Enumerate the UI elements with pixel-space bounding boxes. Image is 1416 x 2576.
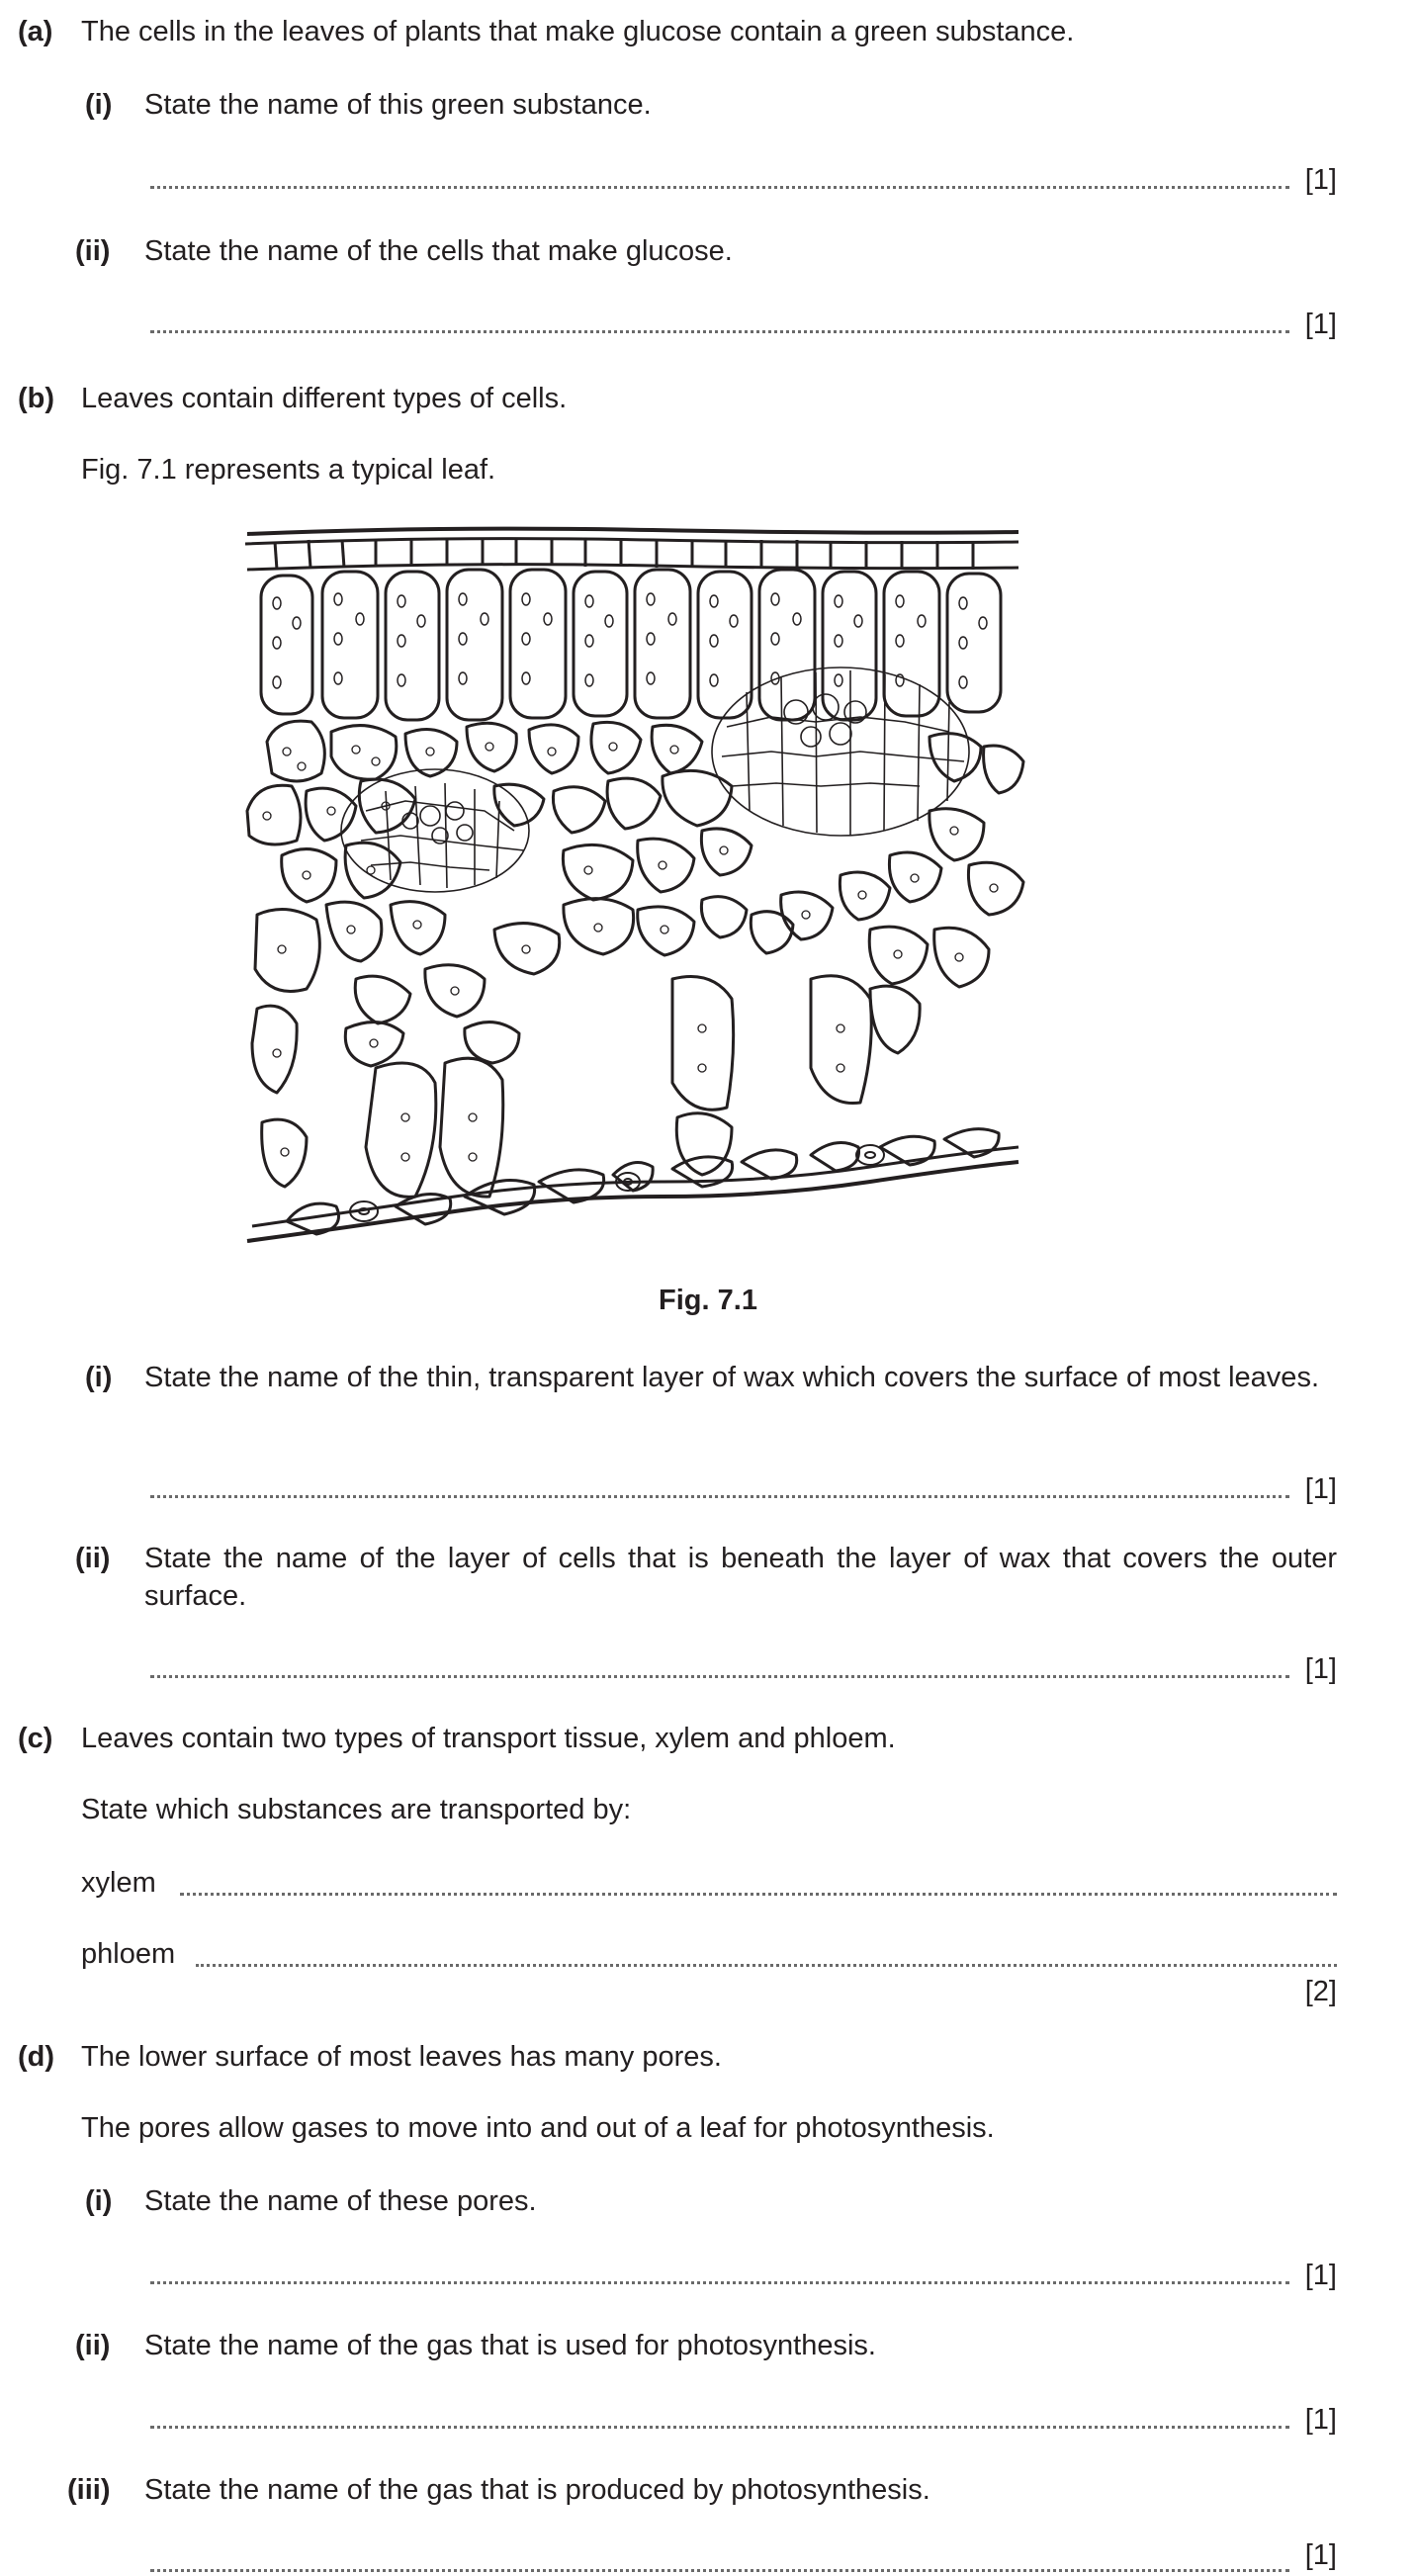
part-d-stem: The lower surface of most leaves has many pores. [81,2041,722,2073]
mark-a-i: [1] [1304,164,1337,196]
mark-d-iii: [1] [1304,2539,1337,2571]
mark-b-ii: [1] [1304,1653,1337,1685]
part-c-prompt: State which substances are transported by: [81,1794,632,1825]
part-d-info: The pores allow gases to move into and out of a leaf for photosynthesis. [81,2112,995,2144]
part-a-i-question: State the name of this green substance. [144,89,652,121]
part-c-label: (c) [18,1723,53,1754]
part-b-label: (b) [18,383,55,414]
mark-d-i: [1] [1304,2260,1337,2291]
phloem-label: phloem [81,1938,176,1970]
answer-line-a-i[interactable] [150,186,1289,189]
part-c-stem: Leaves contain two types of transport tissue, xylem and phloem. [81,1723,896,1754]
answer-line-d-ii[interactable] [150,2426,1289,2429]
leaf-cross-section-diagram [237,514,1068,1246]
part-a-ii-question: State the name of the cells that make glucose. [144,235,733,267]
mark-d-ii: [1] [1304,2404,1337,2436]
part-b-ii-question: State the name of the layer of cells that is beneath the layer of wax that covers the outer surface. [144,1543,1337,1612]
answer-line-d-i[interactable] [150,2281,1289,2284]
part-a-label: (a) [18,16,53,47]
part-b-i-question: State the name of the thin, transparent layer of wax which covers the surface of most leaves. [144,1362,1319,1393]
mark-c: [2] [1304,1976,1337,2007]
part-b-ii-label: (ii) [75,1543,111,1574]
xylem-label: xylem [81,1867,156,1899]
part-d-i-question: State the name of these pores. [144,2185,537,2217]
part-d-ii-question: State the name of the gas that is used for photosynthesis. [144,2330,876,2361]
answer-line-b-i[interactable] [150,1495,1289,1498]
part-b-i-label: (i) [85,1362,113,1393]
part-b-intro: Fig. 7.1 represents a typical leaf. [81,454,496,486]
part-a-stem: The cells in the leaves of plants that make glucose contain a green substance. [81,16,1075,47]
part-a-ii-label: (ii) [75,235,111,267]
part-d-iii-label: (iii) [67,2474,111,2506]
answer-line-b-ii[interactable] [150,1675,1289,1678]
answer-line-phloem[interactable] [196,1964,1337,1967]
figure-caption: Fig. 7.1 [659,1285,757,1316]
answer-line-d-iii[interactable] [150,2569,1289,2572]
leaf-cross-section-figure [237,514,1068,1246]
part-d-ii-label: (ii) [75,2330,111,2361]
part-d-iii-question: State the name of the gas that is produced by photosynthesis. [144,2474,930,2506]
part-b-stem: Leaves contain different types of cells. [81,383,568,414]
part-d-label: (d) [18,2041,55,2073]
answer-line-a-ii[interactable] [150,330,1289,333]
answer-line-xylem[interactable] [180,1893,1337,1896]
part-a-i-label: (i) [85,89,113,121]
part-d-i-label: (i) [85,2185,113,2217]
mark-a-ii: [1] [1304,309,1337,340]
mark-b-i: [1] [1304,1473,1337,1505]
